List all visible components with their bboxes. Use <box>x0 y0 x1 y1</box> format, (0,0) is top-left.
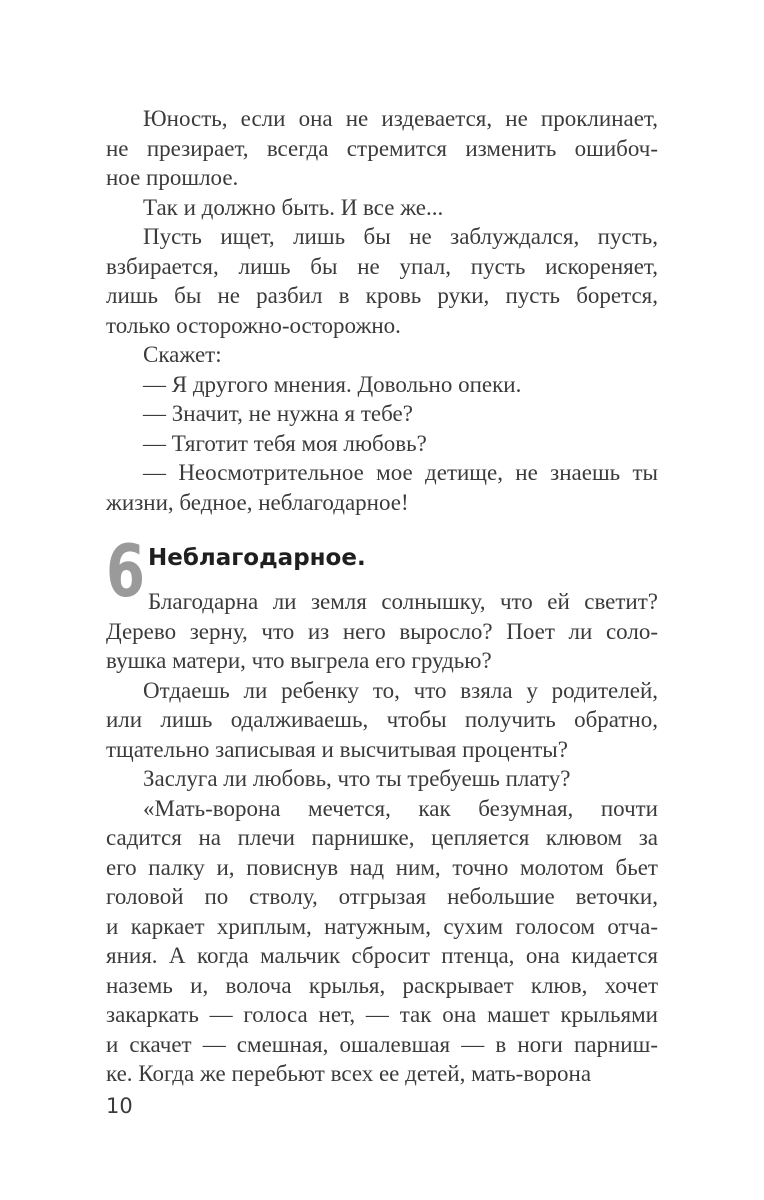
paragraph <box>106 458 658 517</box>
text-line: только осторожно-осторожно. <box>106 312 401 338</box>
text-line: жизни, бедное, неблагодарное! <box>106 489 409 515</box>
text-line: Благодарна ли земля солнышку, что ей светит? <box>148 589 658 614</box>
text-line: Отдаешь ли ребенку то, что взяла у родителей, <box>143 677 658 703</box>
page-number: 10 <box>106 1094 133 1118</box>
text-line: лишь бы не разбил в кровь руки, пусть борется, <box>106 283 658 308</box>
text-line: «Мать-ворона мечется, как безумная, почти <box>143 795 658 821</box>
text-line: ке. Когда же перебьют всех ее детей, мать-ворона <box>106 1061 592 1086</box>
paragraph <box>106 429 658 459</box>
chapter-title: Неблагодарное. <box>148 545 366 571</box>
paragraph <box>106 370 658 400</box>
text-column <box>106 104 658 1089</box>
chapter-number: 6 <box>106 529 146 613</box>
text-line: — Неосмотрительное мое детище, не знаешь ты <box>143 460 658 485</box>
text-line: Дерево зерну, что из него выросло? Поет ли соло- <box>106 618 658 644</box>
text-line: — Значит, не нужна я тебе? <box>143 401 413 426</box>
text-line: и каркает хриплым, натужным, сухим голосом отча- <box>106 913 658 939</box>
text-line: садится на плечи парнишке, цепляется клювом за <box>106 825 658 850</box>
text-line: Юность, если она не издевается, не проклинает, <box>143 106 658 131</box>
text-line: яния. А когда мальчик сбросит птенца, она кидается <box>106 943 658 968</box>
text-line: не презирает, всегда стремится изменить ошибоч- <box>106 135 658 161</box>
text-line: тщательно записывая и высчитывая проценты? <box>106 736 568 762</box>
paragraph-block-top <box>106 104 658 517</box>
text-line: Пусть ищет, лишь бы не заблуждался, пусть, <box>143 224 658 249</box>
text-line: ное прошлое. <box>106 165 239 190</box>
text-line: и скачет — смешная, ошалевшая — в ноги парниш- <box>106 1031 658 1057</box>
text-line: — Тяготит тебя моя любовь? <box>143 430 427 456</box>
paragraph <box>106 222 658 340</box>
text-line: Так и должно быть. И все же... <box>143 194 444 220</box>
paragraph <box>106 587 658 676</box>
paragraph <box>106 676 658 765</box>
text-line: его палку и, повиснув над ним, точно молотом бьет <box>106 854 658 880</box>
paragraph <box>106 764 658 794</box>
text-line: закаркать — голоса нет, — так она машет крыльями <box>106 1002 658 1027</box>
text-line: — Я другого мнения. Довольно опеки. <box>143 371 522 397</box>
text-line: вушка матери, что выгрела его грудью? <box>106 648 492 673</box>
text-line: Скажет: <box>143 342 222 367</box>
text-line: взбирается, лишь бы не упал, пусть искореняет, <box>106 253 658 279</box>
text-line: или лишь одалживаешь, чтобы получить обратно, <box>106 707 658 732</box>
chapter-start <box>106 529 658 1089</box>
paragraph <box>106 104 658 193</box>
paragraph <box>106 399 658 429</box>
text-line: Заслуга ли любовь, что ты требуешь плату? <box>143 766 571 791</box>
paragraph <box>106 340 658 370</box>
paragraph <box>106 794 658 1089</box>
text-line: наземь и, волоча крылья, раскрывает клюв, хочет <box>106 972 658 998</box>
text-line: головой по стволу, отгрызая небольшие веточки, <box>106 884 658 909</box>
paragraph <box>106 193 658 223</box>
paragraph-block-chapter <box>106 587 658 1089</box>
